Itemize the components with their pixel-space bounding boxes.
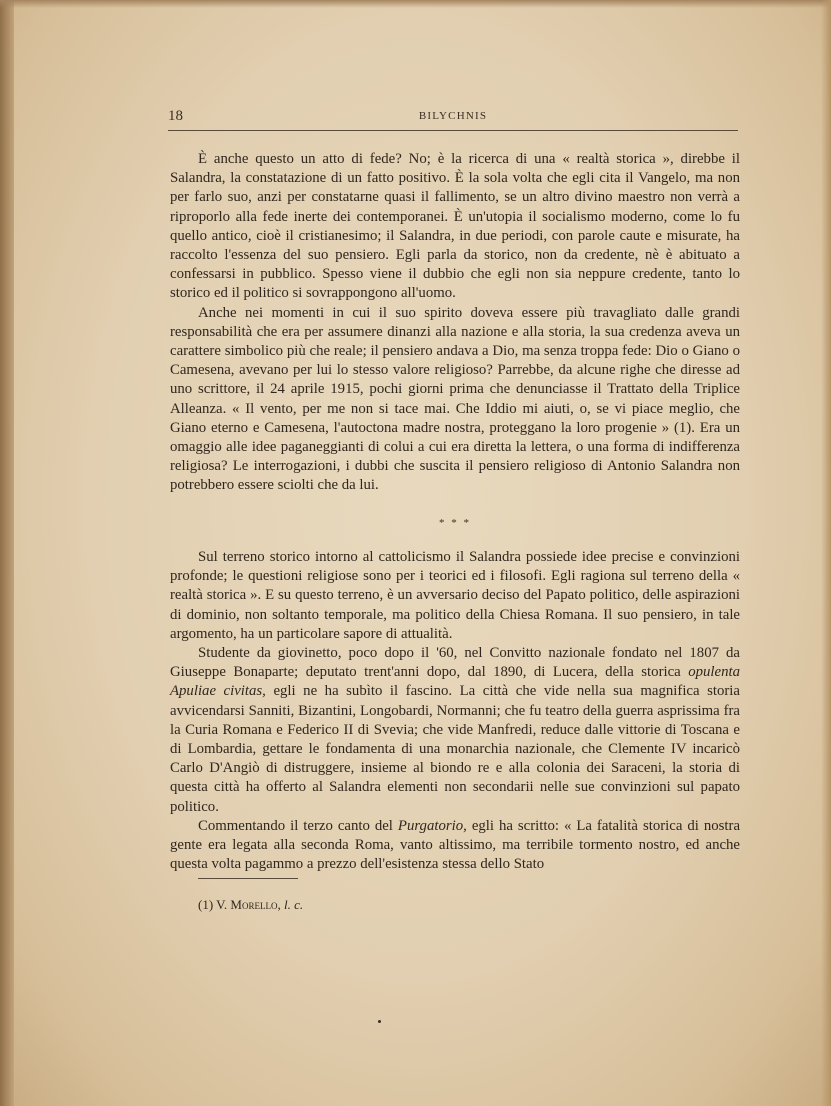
page-edge-shadow-right	[821, 0, 831, 1106]
page-edge-shadow-top	[0, 0, 831, 8]
body-text-section-2	[170, 548, 740, 874]
footnote-marker: (1) V.	[198, 897, 228, 912]
header-rule	[168, 130, 738, 131]
paragraph	[170, 644, 740, 817]
work-title: Purgatorio,	[397, 817, 467, 834]
paragraph-text: egli ne ha subìto il fascino. La città che vide nella sua magnifica storia avvicendarsi Sanniti, Bizantini, Longobardi, Normanni; che fu teatro della guerra asprissima fra la Curia Romana e Federico II di Svevia; che vide Manfredi, reduce dalle vittorie di Toscana e di Lombardia, gettare le fondamenta di una monarchia nazionale, che Clemente IV incaricò Carlo D'Angiò di distruggere, insieme al biondo re e alla colonia dei Saraceni, la storia di questa città ha offerto al Salandra elementi non secondarii nelle sue convinzioni sul papato politico.	[170, 683, 740, 815]
section-separator: * * *	[439, 517, 471, 529]
latin-phrase: opulenta Apuliae civitas,	[170, 664, 741, 700]
paragraph-text: egli ha scritto: « La fatalità storica di nostra gente era legata alla seconda Roma, vanto altissimo, ma terribile tormento nostro, ed anche questa volta pagammo a prezzo dell'esistenza stessa dello Stato	[170, 817, 741, 873]
footnote	[198, 897, 303, 913]
paragraph: Sul terreno storico intorno al cattolicismo il Salandra possiede idee precise e convinzioni profonde; le questioni religiose sono per i teorici ed i filosofi. Egli ragiona sul terreno della « realtà storica ». E su questo terreno, è un avversario deciso del Papato politico, delle aspirazioni di dominio, non soltanto temporale, ma politico della Chiesa Romana. Il suo pensiero, in tale argomento, ha un particolare sapore di attualità.	[170, 549, 740, 642]
running-head	[168, 108, 738, 130]
page-speck	[378, 1020, 381, 1023]
paragraph: È anche questo un atto di fede? No; è la ricerca di una « realtà storica », direbbe il Salandra, la constatazione di un fatto positivo. È la sola volta che egli cita il Vangelo, ma non per farlo suo, anzi per constatarne quasi il fallimento, se un altro divino maestro non verrà a riproporlo alla fede inerte dei contemporanei. È un'utopia il socialismo moderno, come lo fu quello antico, cioè il cristianesimo; il Salandra, in due periodi, con parole caute e misurate, ha raccolto l'essenza del suo pensiero. Egli parla da storico, non da credente, nè è abituato a confessarsi in pubblico. Spesso viene il dubbio che egli non sia neppure credente, tanto lo storico ed il politico si sovrappongono all'uomo.	[170, 151, 740, 302]
paragraph: Anche nei momenti in cui il suo spirito doveva essere più travagliato dalle grandi responsabilità che era per assumere dinanzi alla nazione e alla storia, la sua credenza aveva un carattere simbolico più che reale; il pensiero andava a Dio, ma senza troppa fede: Dio o Giano o Camesena, avevano per lui lo stesso valore religioso? Parrebbe, da alcune righe che diresse ad uno scrittore, il 24 aprile 1915, pochi giorni prima che denunciasse il Trattato della Triplice Alleanza. « Il vento, per me non si tace mai. Che Iddio mi aiuti, o, se vi piace meglio, che Giano eterno e Camesena, l'autoctona madre nostra, proteggano la loro progenie » (1). Era un omaggio alle idee paganeggianti di colui a cui era diretta la lettera, o una forma di indifferenza religiosa? Le interrogazioni, i dubbi che suscita il pensiero religioso di Antonio Salandra non potrebbero essere sciolti che da lui.	[170, 304, 740, 494]
paragraph	[170, 817, 740, 875]
page-edge-shadow	[0, 0, 14, 1106]
paragraph-text: Commentando il terzo canto del	[198, 817, 393, 834]
page-number: 18	[168, 108, 183, 124]
paragraph-text: Studente da giovinetto, poco dopo il '60, nel Convitto nazionale fondato nel 1807 da Giuseppe Bonaparte; deputato trent'anni dopo, dal 1890, di Lucera, della storica	[170, 645, 740, 681]
journal-title: BILYCHNIS	[418, 110, 488, 122]
body-text-section-1	[170, 150, 740, 496]
footnote-ref: l. c.	[283, 897, 304, 912]
footnote-author: Morello,	[230, 897, 281, 912]
footnote-rule	[198, 878, 298, 879]
